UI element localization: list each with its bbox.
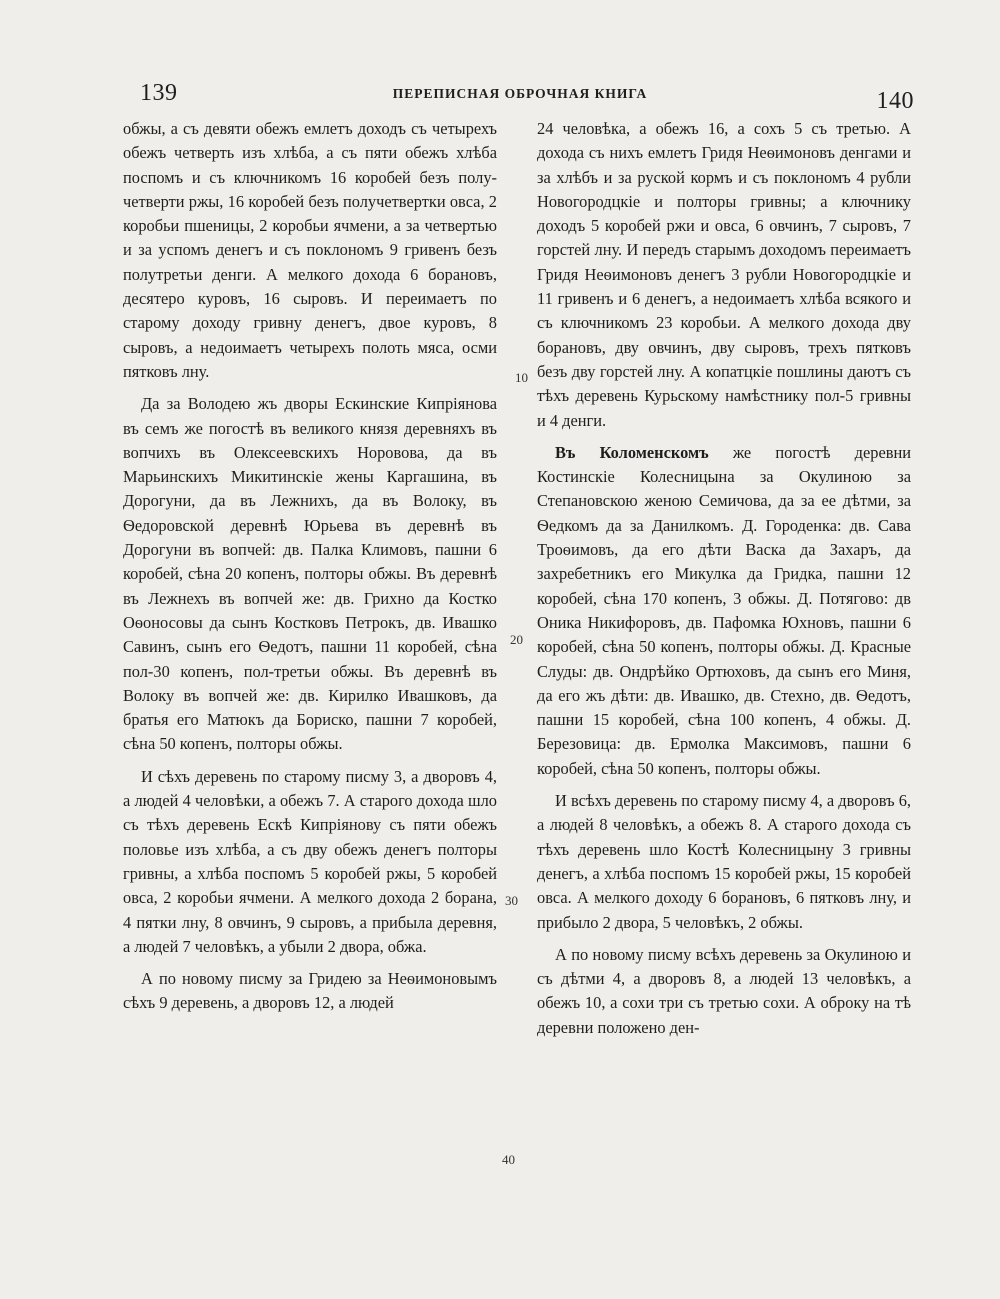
right-column: [537, 117, 911, 1040]
running-head: ПЕРЕПИСНАЯ ОБРОЧНАЯ КНИГА: [392, 86, 648, 101]
paragraph: [537, 441, 911, 781]
paragraph-text: же погостѣ деревни Костинскіе Колесницына за Окулиною за Степановскою женою Семичова, да за ее дѣтми, за Ѳедкомъ да за Данилкомъ. Д. Городенка: дв. Сава Троѳимовъ, да его дѣти Васка да Захаръ, да захребетникъ его Микулка да Гридка, пашни 12 коробей, сѣна 170 копенъ, 3 обжы. Д. Потягово: дв Оника Никифоровъ, дв. Пафомка Юхновъ, пашни 6 коробей, сѣна 50 копенъ, полторы обжы. Д. Красные Слуды: дв. Ондрѣйко Ортюховъ, да сынъ его Миня, да его жъ дѣти: дв. Ивашко, дв. Стехно, дв. Ѳедотъ, пашни 15 коробей, сѣна 100 копенъ, 4 обжы. Д. Березовица: дв. Ермолка Максимовъ, пашни 6 коробей, сѣна 50 копенъ, полторы обжы.: [537, 442, 912, 778]
paragraph: Да за Володею жъ дворы Ескинские Кипріянова въ семъ же погостѣ въ великого князя деревняхъ въ вопчихъ въ Олексеевскихъ Норовова, да въ Марьинскихъ Микитинскіе жены Каргашина, въ Дорогуни, да въ Лежнихъ, да въ Волоку, въ Ѳедоровской деревнѣ Юрьева въ деревнѣ въ Дорогуни въ вопчей: дв. Палка Климовъ, пашни 6 коробей, сѣна 20 копенъ, полторы обжы. Въ деревнѣ въ Лежнехъ въ вопчей же: дв. Грихно да Костко Оѳоносовы да сынъ Костковъ Петрокъ, дв. Ивашко Савинъ, сынъ его Ѳедотъ, пашни 11 коробей, сѣна пол-30 копенъ, пол-третьи обжы. Въ деревнѣ въ Волоку въ вопчей же: дв. Кирилко Ивашковъ, да братья его Матюкъ да Бориско, пашни 7 коробей, сѣна 50 копенъ, полторы обжы.: [123, 394, 497, 754]
paragraph: А по новому писму всѣхъ деревень за Окулиною и съ дѣтми 4, а дворовъ 8, а людей 13 человѣкъ, а обежъ 10, а сохи три съ третью сохи. А оброку на тѣ деревни положено ден-: [537, 944, 911, 1037]
paragraph: А по новому писму за Гридею за Неѳимоновымъ сѣхъ 9 деревень, а дворовъ 12, а людей: [123, 969, 497, 1013]
line-number: 10: [515, 370, 528, 385]
left-column: [123, 117, 497, 1016]
place-name-bold: Въ Коломенскомъ: [555, 442, 709, 462]
line-number: 20: [510, 632, 523, 647]
line-number: 30: [505, 893, 518, 908]
paragraph: И сѣхъ деревень по старому писму 3, а дворовъ 4, а людей 4 человѣки, а обежъ 7. А старого дохода шло съ тѣхъ деревень Ескѣ Кипріянову съ пяти обежъ половье изъ хлѣба, а съ дву обежъ денегъ полторы гривны, а хлѣба поспомъ 5 коробей ржы, 5 коробей овса, 2 коробьи ячмени. А мелкого дохода 2 борана, 4 пятки лну, 8 овчинъ, 9 сыровъ, а прибыла деревня, а людей 7 человѣкъ, а убыли 2 двора, обжа.: [123, 766, 497, 956]
paragraph: обжы, а съ девяти обежъ емлетъ доходъ съ четырехъ обежъ четверть изъ хлѣба, а съ пяти обежъ хлѣба поспомъ и съ ключникомъ 16 коробей безъ полу-четверти ржы, 16 коробей безъ получетвертки овса, 2 коробьи пшеницы, 2 коробьи ячмени, а за четвертью и за успомъ денегъ и съ поклономъ 9 гривенъ безъ полутретьи денги. А мелкого дохода 6 борановъ, десятеро куровъ, 16 сыровъ. И переимаетъ по старому доходу гривну денегъ, двое куровъ, 8 сыровъ, а недоимаетъ четырехъ полоть мяса, осми пятковъ лну.: [123, 119, 497, 381]
paragraph: 24 человѣка, а обежъ 16, а сохъ 5 съ третью. А дохода съ нихъ емлетъ Гридя Неѳимоновъ денгами и за хлѣбъ и за руской кормъ и съ поклономъ 4 рубли Новогородцкіе и полторы гривны; а ключнику доходъ 5 коробей ржи и овса, 6 овчинъ, 7 сыровъ, 7 горстей лну. И передъ старымъ доходомъ переимаетъ Гридя Неѳимоновъ денегъ 3 рубли Новогородцкіе и 11 гривенъ и 6 денегъ, а недоимаетъ хлѣба всякого и съ ключникомъ 23 коробьи. А мелкого дохода дву борановъ, дву овчинъ, дву сыровъ, трехъ пятковъ безъ дву горстей лну. А копатцкіе пошлины даютъ съ тѣхъ деревень Курьскому намѣстнику пол-5 гривны и 4 денги.: [537, 119, 911, 430]
page-number-right: 140: [876, 88, 914, 114]
page-number-left: 139: [140, 80, 178, 106]
line-number: 40: [502, 1152, 515, 1167]
paragraph: И всѣхъ деревень по старому писму 4, а дворовъ 6, а людей 8 человѣкъ, а обежъ 8. А старого дохода съ тѣхъ деревень шло Костѣ Колесницыну 3 гривны денегъ, а хлѣба поспомъ 15 коробей ржы, 15 коробей овса. А мелкого доходу 6 борановъ, 6 пятковъ лну, и прибыло 2 двора, 5 человѣкъ, 2 обжы.: [537, 791, 911, 932]
